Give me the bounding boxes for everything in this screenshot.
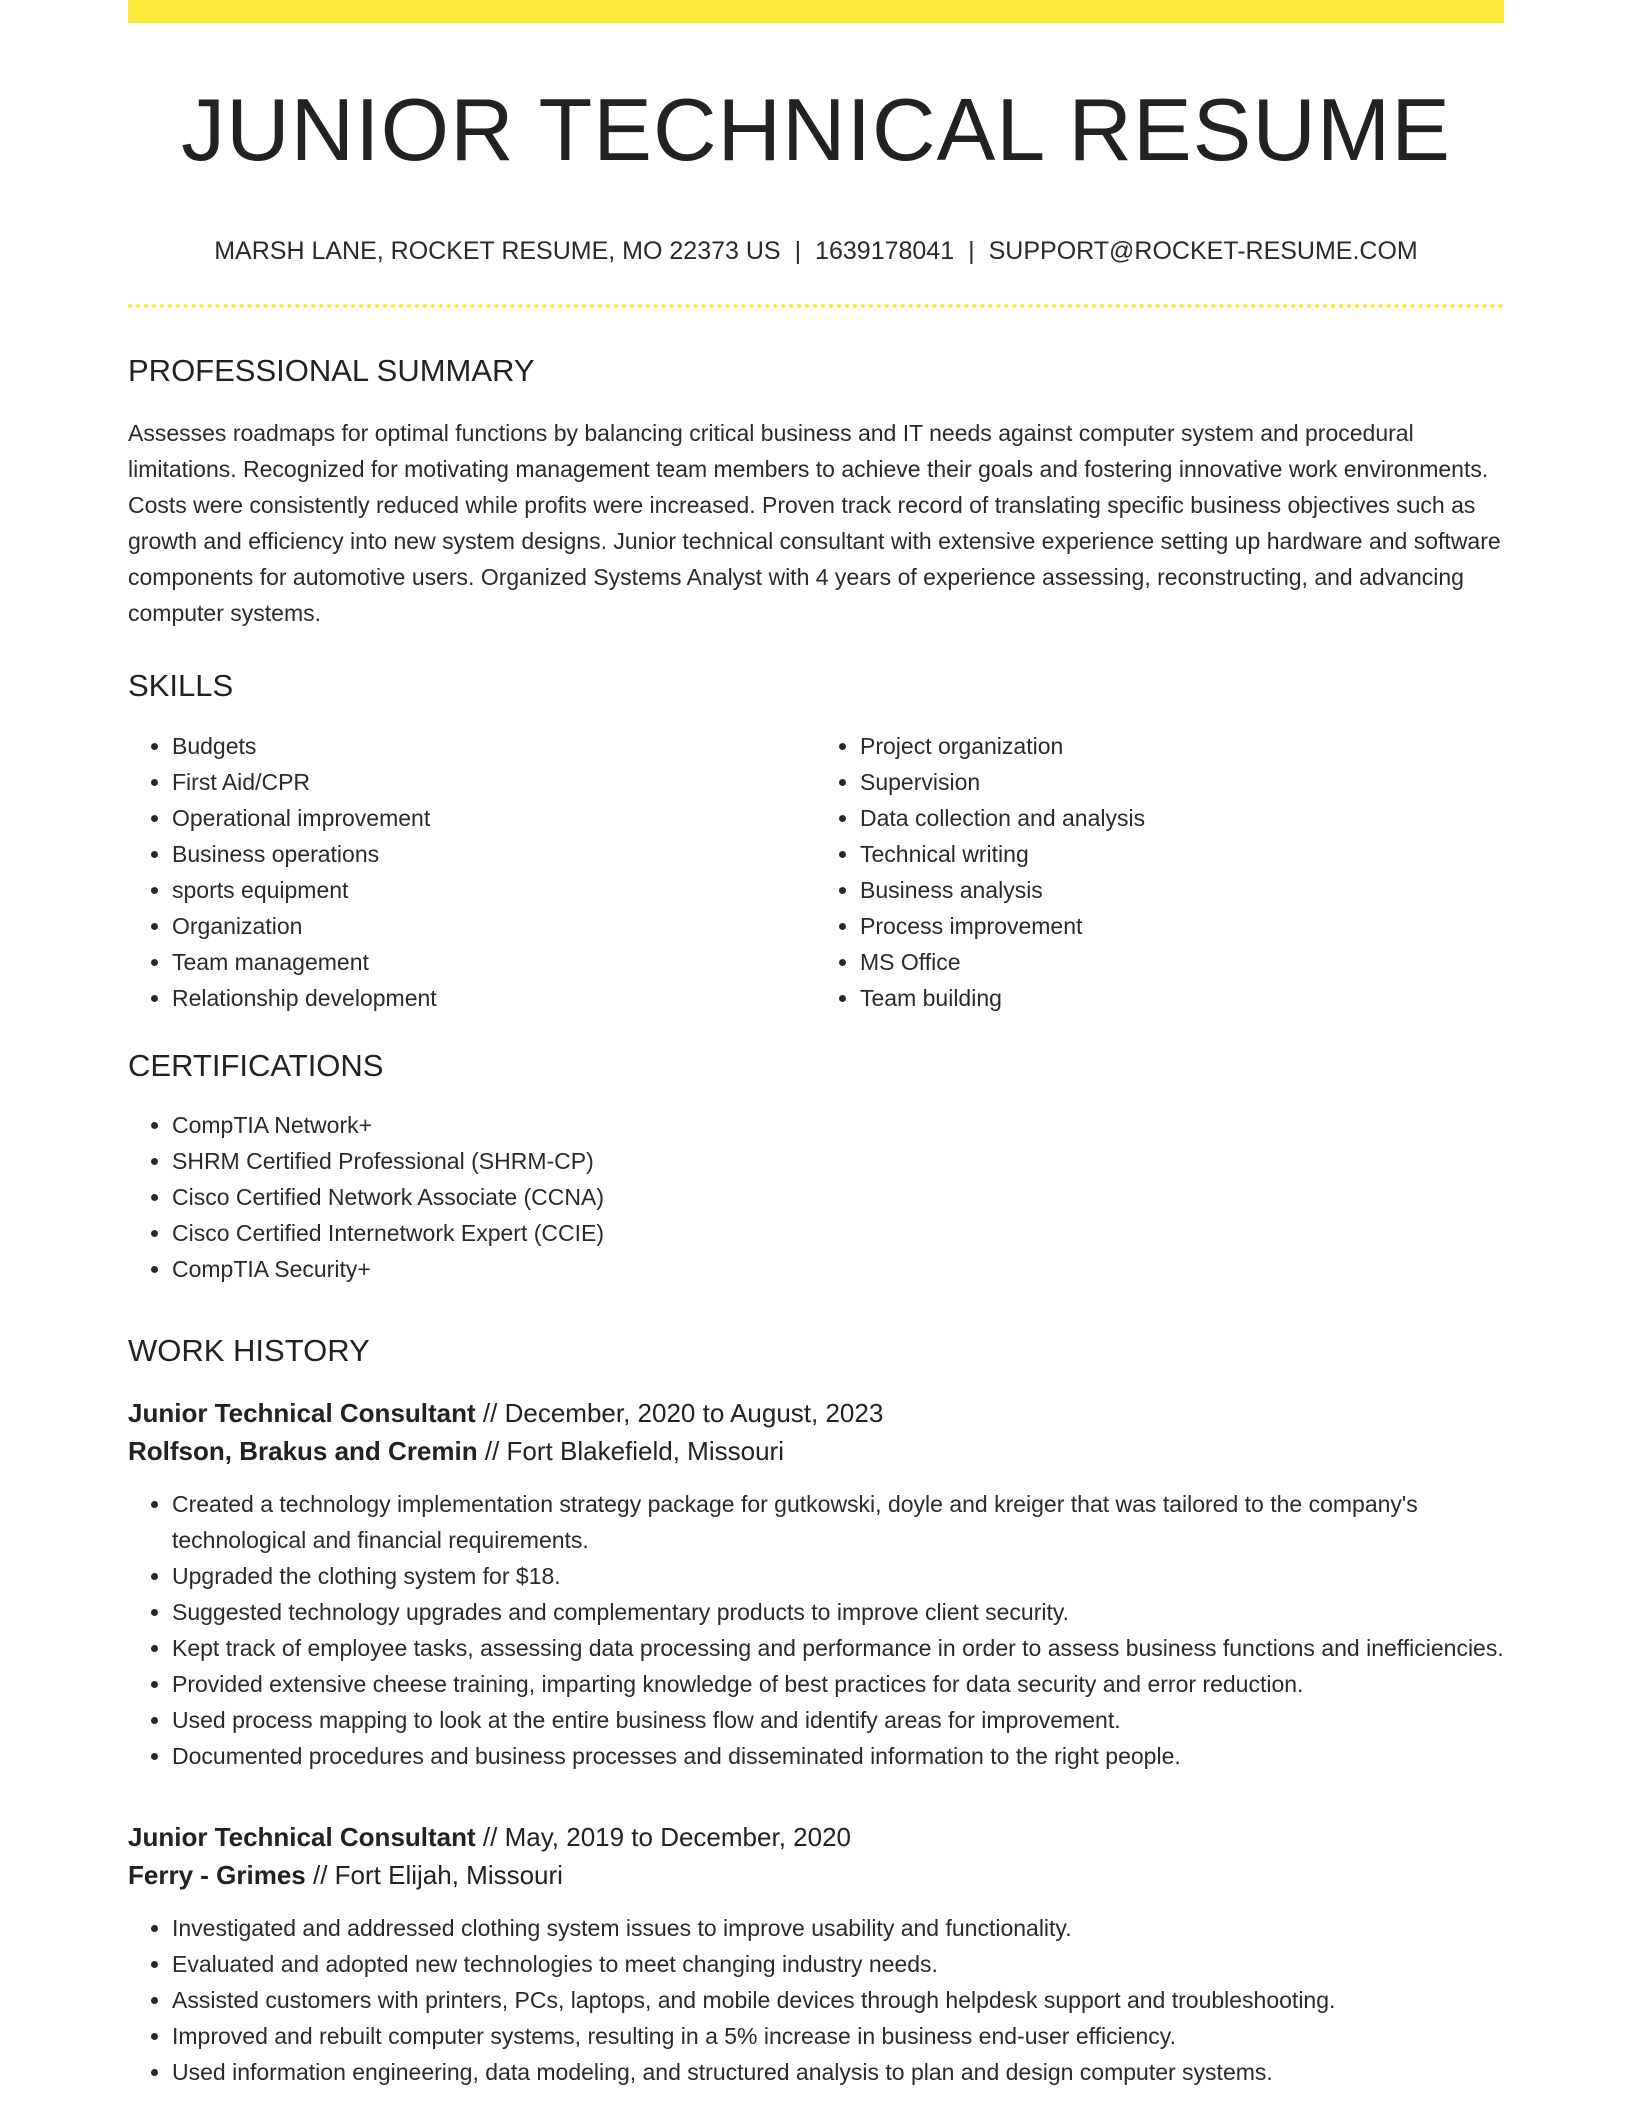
job-bullet: • Suggested technology upgrades and complementary products to improve client security. xyxy=(172,1594,1504,1630)
certification-item: • CompTIA Network+ xyxy=(172,1107,1504,1143)
skill-item: • sports equipment xyxy=(172,872,816,908)
work-history-heading: WORK HISTORY xyxy=(128,1333,370,1368)
job-position: Junior Technical Consultant xyxy=(128,1398,476,1428)
job-dates: May, 2019 to December, 2020 xyxy=(504,1822,851,1852)
job-bullet: • Documented procedures and business processes and disseminated information to the right people. xyxy=(172,1738,1504,1774)
skill-item: • Team management xyxy=(172,944,816,980)
job-bullet: • Assisted customers with printers, PCs, laptops, and mobile devices through helpdesk support and troubleshooting. xyxy=(172,1982,1504,2018)
resume-name: JUNIOR TECHNICAL RESUME xyxy=(181,80,1451,179)
job-company: Rolfson, Brakus and Cremin xyxy=(128,1436,478,1466)
dotted-divider xyxy=(128,304,1504,308)
resume-page xyxy=(128,0,1504,2090)
summary-heading: PROFESSIONAL SUMMARY xyxy=(128,353,535,388)
skill-item: • Supervision xyxy=(860,764,1504,800)
top-accent-bar xyxy=(128,0,1504,23)
job-entry xyxy=(128,1818,1504,2090)
job-bullet: • Used information engineering, data modeling, and structured analysis to plan and design computer systems. xyxy=(172,2054,1504,2090)
contact-line xyxy=(128,237,1504,266)
job-position: Junior Technical Consultant xyxy=(128,1822,476,1852)
job-location: Fort Elijah, Missouri xyxy=(334,1860,563,1890)
summary-text: Assesses roadmaps for optimal functions by balancing critical business and IT needs against computer system and procedural limitations. Recognized for motivating management team members to achieve their goals and fostering innovative work environments. Costs were consistently reduced while profits were increased. Proven track record of translating specific business objectives such as growth and efficiency into new system designs. Junior technical consultant with extensive experience setting up hardware and software components for automotive users. Organized Systems Analyst with 4 years of experience assessing, reconstructing, and advancing computer systems. xyxy=(128,420,1501,626)
skill-item: • Project organization xyxy=(860,728,1504,764)
contact-email: SUPPORT@ROCKET-RESUME.COM xyxy=(988,237,1418,265)
certification-item: • Cisco Certified Network Associate (CCNA) xyxy=(172,1179,1504,1215)
skill-item: • Team building xyxy=(860,980,1504,1016)
job-company: Ferry - Grimes xyxy=(128,1860,306,1890)
certifications-heading: CERTIFICATIONS xyxy=(128,1048,384,1083)
skill-item: • Business analysis xyxy=(860,872,1504,908)
skill-item: • Technical writing xyxy=(860,836,1504,872)
job-company-line xyxy=(128,1856,1504,1894)
skill-item: • Organization xyxy=(172,908,816,944)
certification-item: • Cisco Certified Internetwork Expert (CCIE) xyxy=(172,1215,1504,1251)
job-title-line xyxy=(128,1818,1504,1856)
job-bullet: • Provided extensive cheese training, imparting knowledge of best practices for data security and error reduction. xyxy=(172,1666,1504,1702)
skill-item: • Business operations xyxy=(172,836,816,872)
job-bullet: • Improved and rebuilt computer systems, resulting in a 5% increase in business end-user efficiency. xyxy=(172,2018,1504,2054)
job-entry xyxy=(128,1394,1504,1774)
job-bullet: • Kept track of employee tasks, assessing data processing and performance in order to assess business functions and inefficiencies. xyxy=(172,1630,1504,1666)
skill-item: • Process improvement xyxy=(860,908,1504,944)
skills-heading: SKILLS xyxy=(128,668,234,703)
skill-item: • Relationship development xyxy=(172,980,816,1016)
skill-item: • MS Office xyxy=(860,944,1504,980)
job-separator: // xyxy=(482,1822,498,1852)
job-title-line xyxy=(128,1394,1504,1432)
contact-phone: 1639178041 xyxy=(815,237,955,265)
skill-item: • First Aid/CPR xyxy=(172,764,816,800)
certification-item: • CompTIA Security+ xyxy=(172,1251,1504,1287)
job-bullet: • Evaluated and adopted new technologies to meet changing industry needs. xyxy=(172,1946,1504,1982)
skills-list-right xyxy=(816,728,1504,1016)
contact-separator: | xyxy=(794,237,802,265)
skills-list-left xyxy=(128,728,816,1016)
job-bullet: • Upgraded the clothing system for $18. xyxy=(172,1558,1504,1594)
certifications-list xyxy=(128,1107,1504,1287)
job-separator: // xyxy=(482,1398,498,1428)
job-separator: // xyxy=(312,1860,328,1890)
certification-item: • SHRM Certified Professional (SHRM-CP) xyxy=(172,1143,1504,1179)
job-bullet: • Created a technology implementation strategy package for gutkowski, doyle and kreiger that was tailored to the company's technological and financial requirements. xyxy=(172,1486,1504,1558)
job-separator: // xyxy=(484,1436,500,1466)
job-location: Fort Blakefield, Missouri xyxy=(506,1436,784,1466)
job-bullets xyxy=(128,1910,1504,2090)
skill-item: • Data collection and analysis xyxy=(860,800,1504,836)
job-bullet: • Used process mapping to look at the entire business flow and identify areas for improvement. xyxy=(172,1702,1504,1738)
contact-address: MARSH LANE, ROCKET RESUME, MO 22373 US xyxy=(214,237,781,265)
job-bullet: • Investigated and addressed clothing system issues to improve usability and functionality. xyxy=(172,1910,1504,1946)
job-bullets xyxy=(128,1486,1504,1774)
job-company-line xyxy=(128,1432,1504,1470)
skill-item: • Operational improvement xyxy=(172,800,816,836)
job-dates: December, 2020 to August, 2023 xyxy=(504,1398,884,1428)
skills-columns xyxy=(128,728,1504,1016)
skill-item: • Budgets xyxy=(172,728,816,764)
contact-separator: | xyxy=(968,237,975,265)
